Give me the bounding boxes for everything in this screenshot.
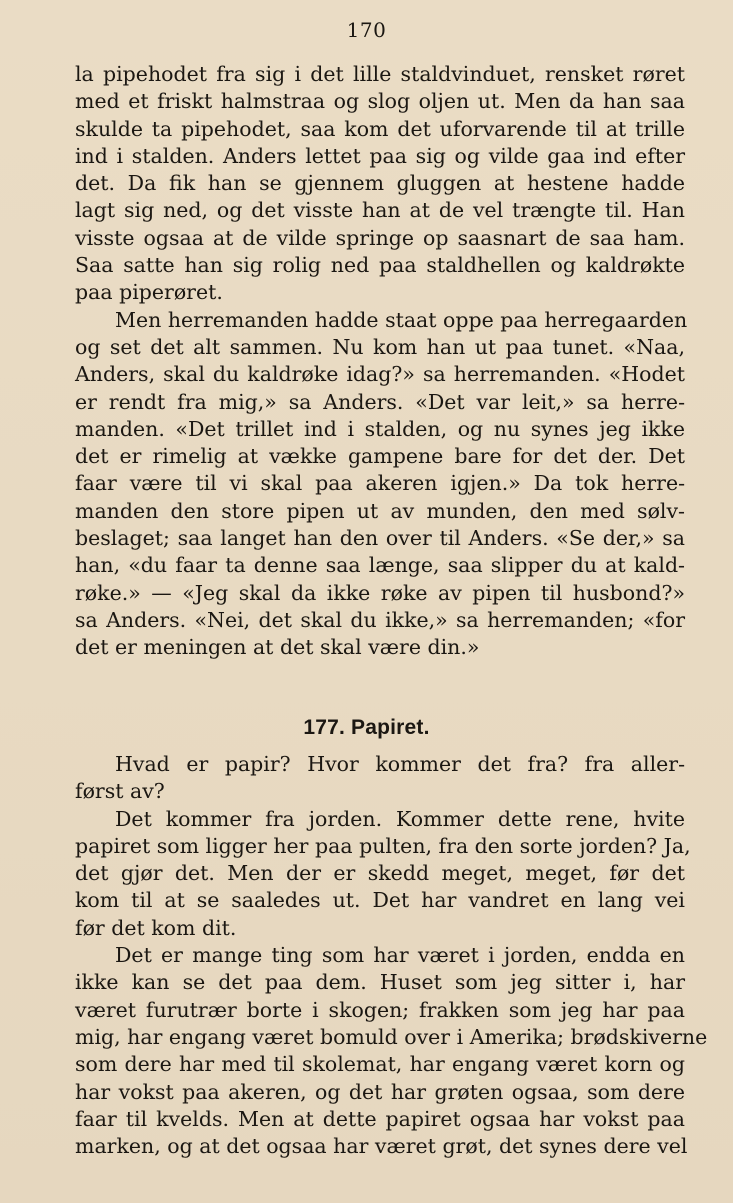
page-number: 170: [346, 18, 387, 42]
paragraph: [75, 942, 708, 1160]
text-line: har vokst paa akeren, og det har grøten ogsaa, som dere: [75, 1079, 685, 1104]
text-line: Hvad er papir? Hvor kommer det fra? fra aller-: [115, 752, 685, 776]
text-line: været furutrær borte i skogen; frakken som jeg har paa: [75, 997, 685, 1022]
text-line: ikke kan se det paa dem. Huset som jeg sitter i, har: [75, 970, 685, 995]
text-line: er rendt fra mig,» sa Anders. «Det var leit,» sa herre-: [75, 389, 685, 414]
text-line: manden. «Det trillet ind i stalden, og nu synes jeg ikke: [75, 416, 685, 441]
paragraph: [75, 751, 685, 806]
paragraph: [75, 307, 688, 662]
text-line: paa piperøret.: [75, 280, 223, 305]
text-line: røke.» — «Jeg skal da ikke røke av pipen til husbond?»: [75, 580, 685, 605]
text-line: lagt sig ned, og det visste han at de vel trængte til. Han: [75, 198, 685, 223]
text-line: før det kom dit.: [75, 915, 237, 940]
text-line: skulde ta pipehodet, saa kom det uforvarende til at trille: [75, 116, 685, 141]
text-line: Saa satte han sig rolig ned paa staldhellen og kaldrøkte: [75, 253, 685, 278]
text-line: først av?: [75, 779, 165, 804]
text-line: faar til kvelds. Men at dette papiret ogsaa har vokst paa: [75, 1106, 685, 1131]
story-continuation: [75, 61, 688, 662]
section-heading: 177. Papiret.: [303, 716, 430, 739]
text-line: kom til at se saaledes ut. Det har vandret en lang vei: [75, 888, 685, 913]
text-line: det er meningen at det skal være din.»: [75, 635, 480, 660]
text-line: han, «du faar ta denne saa længe, saa slipper du at kald-: [75, 553, 685, 578]
text-line: Men herremanden hadde staat oppe paa herregaarden: [115, 307, 688, 332]
text-line: Det er mange ting som har været i jorden, endda en: [115, 943, 685, 968]
text-line: det. Da fik han se gjennem gluggen at hestene hadde: [75, 171, 685, 196]
paragraph: [75, 806, 691, 942]
text-line: det er rimelig at vække gampene bare for det der. Det: [75, 444, 685, 469]
text-line: mig, har engang været bomuld over i Amerika; brødskiverne: [75, 1024, 708, 1049]
paragraph: [75, 61, 685, 307]
text-line: faar være til vi skal paa akeren igjen.» Da tok herre-: [75, 471, 685, 496]
text-line: ind i stalden. Anders lettet paa sig og vilde gaa ind efter: [75, 143, 685, 168]
text-line: og set det alt sammen. Nu kom han ut paa tunet. «Naa,: [75, 334, 685, 359]
text-line: som dere har med til skolemat, har engang været korn og: [75, 1052, 685, 1077]
text-line: marken, og at det ogsaa har været grøt, det synes dere vel: [75, 1134, 688, 1159]
text-line: beslaget; saa langet han den over til Anders. «Se der,» sa: [75, 526, 685, 551]
text-line: visste ogsaa at de vilde springe op saasnart de saa ham.: [75, 225, 685, 250]
text-line: det gjør det. Men der er skedd meget, meget, før det: [75, 861, 685, 886]
text-line: med et friskt halmstraa og slog oljen ut. Men da han saa: [75, 89, 685, 114]
text-line: papiret som ligger her paa pulten, fra den sorte jorden? Ja,: [75, 833, 691, 858]
text-line: manden den store pipen ut av munden, den med sølv-: [75, 498, 685, 523]
text-line: Anders, skal du kaldrøke idag?» sa herremanden. «Hodet: [75, 362, 685, 387]
text-line: Det kommer fra jorden. Kommer dette rene, hvite: [115, 806, 685, 831]
papiret-section: [75, 751, 708, 1160]
text-line: la pipehodet fra sig i det lille staldvinduet, rensket røret: [75, 62, 685, 86]
text-line: sa Anders. «Nei, det skal du ikke,» sa herremanden; «for: [75, 607, 685, 632]
